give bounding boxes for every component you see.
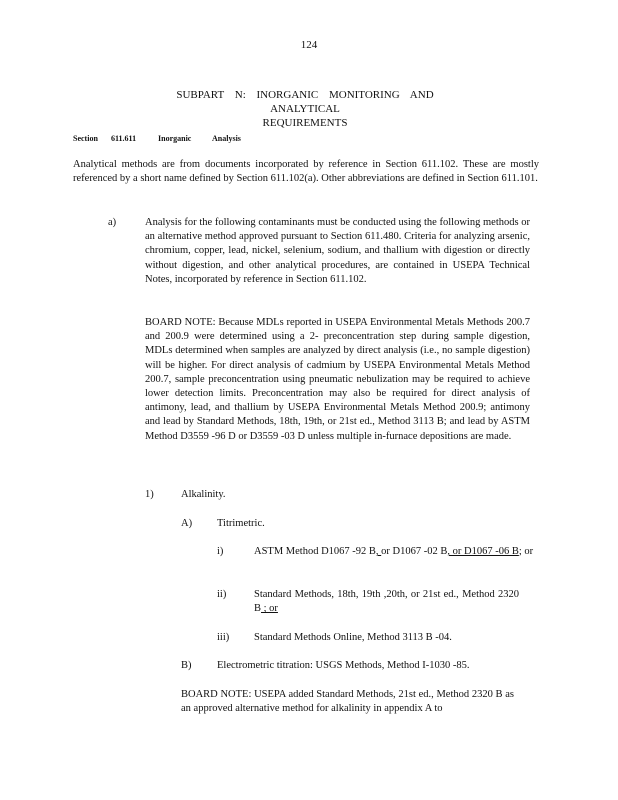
item-ii-marker: ii) <box>217 589 227 600</box>
item-i-marker: i) <box>217 546 224 557</box>
item-1-label: Alkalinity. <box>181 489 226 500</box>
section-number: 611.611 <box>111 134 137 143</box>
section-title-word-2: Analysis <box>212 134 241 143</box>
item-a-marker: a) <box>108 217 117 228</box>
section-title <box>73 132 241 146</box>
item-A-label: Titrimetric. <box>217 518 265 529</box>
subpart-heading <box>140 88 470 130</box>
item-B-text: Electrometric titration: USGS Methods, Method I-1030 -85. <box>217 660 470 671</box>
item-A-marker: A) <box>181 518 193 529</box>
item-ii-text-pre: Standard Methods, 18th, 19th ,20th, or 21st ed., Method 2320 B <box>254 589 519 615</box>
item-ii-text <box>254 588 519 616</box>
item-ii-insert: ; or <box>261 603 278 615</box>
item-i-insert-1: , <box>375 546 382 557</box>
board-note-1: BOARD NOTE: Because MDLs reported in USEPA Environmental Metals Methods 200.7 and 200.9 were determined using a 2- preconcentration step during sample digestion, MDLs determined when samples are analyzed by direct analysis (i.e., no sample digestion) will be higher. For direct analysis of cadmium by USEPA Environmental Metals Method 200.7, sample preconcentration using pneumatic nebulization may be required to achieve lower detection limits. Preconcentration may also be required for direct analysis of antimony, lead, and thallium by USEPA Environmental Metals Method 200.9; antimony and lead by Standard Methods, 18th, 19th, or 21st ed., Method 3113 B; and lead by ASTM Method D3559 -96 D or D3559 -03 D unless multiple in-furnace depositions are made. <box>145 317 530 442</box>
item-i-insert-2: , or D1067 -06 B <box>447 546 519 557</box>
intro-paragraph: Analytical methods are from documents incorporated by reference in Section 611.102. These are mostly referenced by a short name defined by Section 611.102(a). Other abbreviations are defined in Section 611.101. <box>73 159 539 185</box>
section-title-word-1: Inorganic <box>158 134 192 143</box>
item-i-text-post: ; or <box>518 546 534 557</box>
item-iii-text: Standard Methods Online, Method 3113 B -04. <box>254 632 452 643</box>
heading-line-1: SUBPART N: INORGANIC MONITORING AND ANALYTICAL <box>176 89 434 115</box>
page-number: 124 <box>300 39 318 51</box>
item-B-marker: B) <box>181 660 192 671</box>
item-iii-marker: iii) <box>217 632 230 643</box>
item-i-text-mid: or D1067 -02 B <box>381 546 448 557</box>
board-note-2: BOARD NOTE: USEPA added Standard Methods, 21st ed., Method 2320 B as an approved alternative method for alkalinity in appendix A to <box>181 689 514 715</box>
item-1-marker: 1) <box>145 489 154 500</box>
item-i-text-pre: ASTM Method D1067 -92 B <box>254 546 376 557</box>
item-i-text <box>254 545 539 559</box>
section-label: Section <box>73 134 98 143</box>
heading-line-2: REQUIREMENTS <box>262 117 348 129</box>
item-a-text: Analysis for the following contaminants must be conducted using the following methods or an alternative method approved pursuant to Section 611.480. Criteria for analyzing arsenic, chromium, copper, lead, nickel, selenium, sodium, and thallium with digestion or directly without digestion, and other analytical procedures, are contained in USEPA Technical Notes, incorporated by reference in Section 611.102. <box>145 217 530 285</box>
